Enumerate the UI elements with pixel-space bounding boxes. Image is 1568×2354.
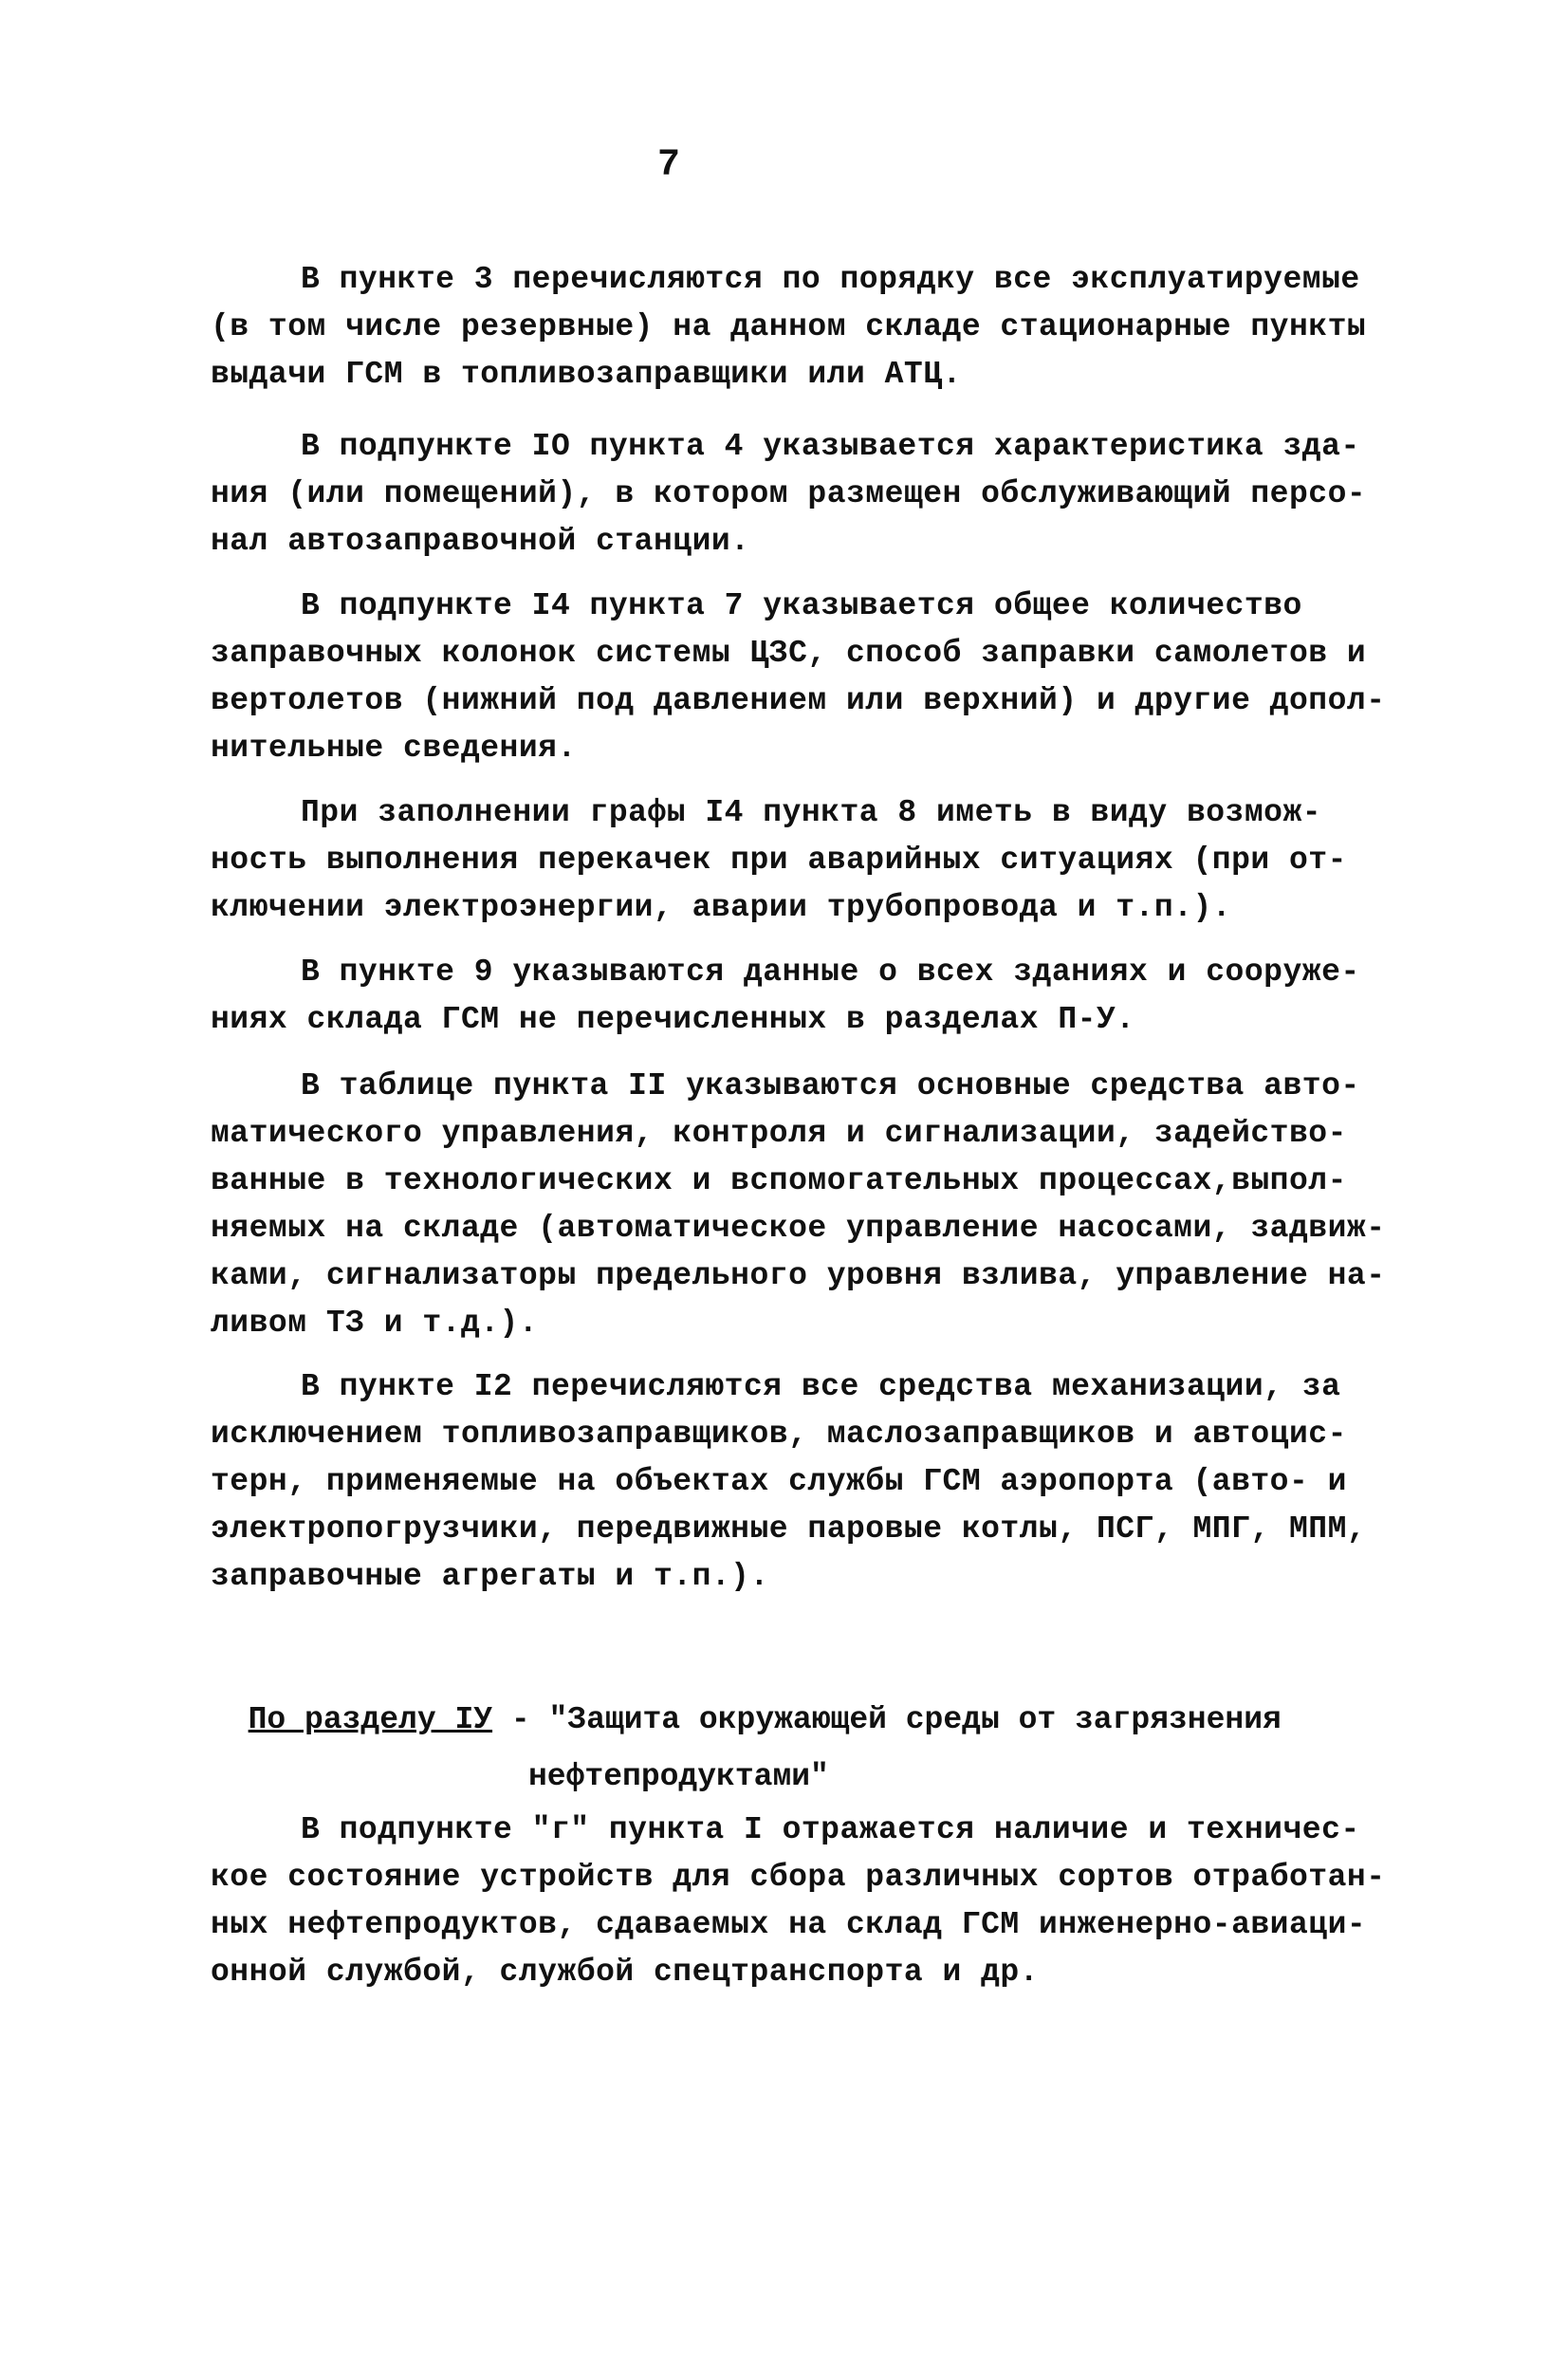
paragraph-line: ность выполнения перекачек при аварийных ситуациях (при от- [211,843,1347,878]
paragraph-5 [211,949,1360,1044]
paragraph-line: ванные в технологических и вспомогательных процессах,выпол- [211,1163,1347,1198]
page-number: 7 [656,144,680,187]
paragraph-line: заправочные агрегаты и т.п.). [211,1559,769,1594]
paragraph-line: няемых на складе (автоматическое управление насосами, задвиж- [211,1211,1386,1246]
paragraph-line: В пункте 3 перечисляются по порядку все эксплуатируемые [301,262,1360,297]
section-dash: - [492,1702,549,1737]
paragraph-line: (в том числе резервные) на данном складе стационарные пункты [211,309,1367,344]
paragraph-line: электропогрузчики, передвижные паровые котлы, ПСГ, МПГ, МПМ, [211,1511,1367,1547]
final-paragraph [211,1807,1386,1996]
paragraph-line: терн, применяемые на объектах службы ГСМ аэропорта (авто- и [211,1464,1347,1499]
paragraph-line: онной службой, службой спецтранспорта и др. [211,1955,1040,1990]
paragraph-7 [211,1363,1367,1601]
paragraph-line: вертолетов (нижний под давлением или верхний) и другие допол- [211,683,1386,718]
paragraph-1 [211,256,1367,399]
paragraph-6 [211,1063,1386,1347]
paragraph-line: нительные сведения. [211,731,577,766]
section-title-line2: нефтепродуктами" [528,1759,829,1794]
section-heading [211,1677,1282,1820]
paragraph-line: ливом ТЗ и т.д.). [211,1306,539,1341]
paragraph-4 [211,789,1349,932]
paragraph-line: При заполнении графы I4 пункта 8 иметь в виду возмож- [301,795,1322,830]
paragraph-line: ния (или помещений), в котором размещен обслуживающий персо- [211,476,1367,511]
paragraph-line: ниях склада ГСМ не перечисленных в разделах П-У. [211,1002,1135,1037]
paragraph-line: ками, сигнализаторы предельного уровня взлива, управление на- [211,1258,1386,1293]
paragraph-line: матического управления, контроля и сигнализации, задейство- [211,1116,1347,1151]
paragraph-3 [211,583,1386,772]
paragraph-line: нал автозаправочной станции. [211,524,750,559]
paragraph-line: В подпункте IO пункта 4 указывается характеристика зда- [301,429,1360,464]
paragraph-line: В подпункте "г" пункта I отражается наличие и техничес- [301,1812,1360,1847]
section-ref: По разделу IУ [248,1702,493,1737]
section-title-line1: "Защита окружающей среды от загрязнения [548,1702,1282,1737]
paragraph-line: В таблице пункта II указываются основные средства авто- [301,1068,1360,1103]
paragraph-line: заправочных колонок системы ЦЗС, способ заправки самолетов и [211,636,1367,671]
paragraph-line: кое состояние устройств для сбора различных сортов отработан- [211,1860,1386,1895]
paragraph-line: выдачи ГСМ в топливозаправщики или АТЦ. [211,357,962,392]
paragraph-line: ных нефтепродуктов, сдаваемых на склад ГСМ инженерно-авиаци- [211,1907,1367,1942]
paragraph-line: В пункте 9 указываются данные о всех зданиях и сооруже- [301,955,1360,990]
paragraph-2 [211,423,1367,565]
paragraph-line: В пункте I2 перечисляются все средства механизации, за [301,1369,1341,1404]
paragraph-line: исключением топливозаправщиков, маслозаправщиков и автоцис- [211,1417,1347,1452]
paragraph-line: ключении электроэнергии, аварии трубопровода и т.п.). [211,890,1232,925]
paragraph-line: В подпункте I4 пункта 7 указывается общее количество [301,588,1302,623]
